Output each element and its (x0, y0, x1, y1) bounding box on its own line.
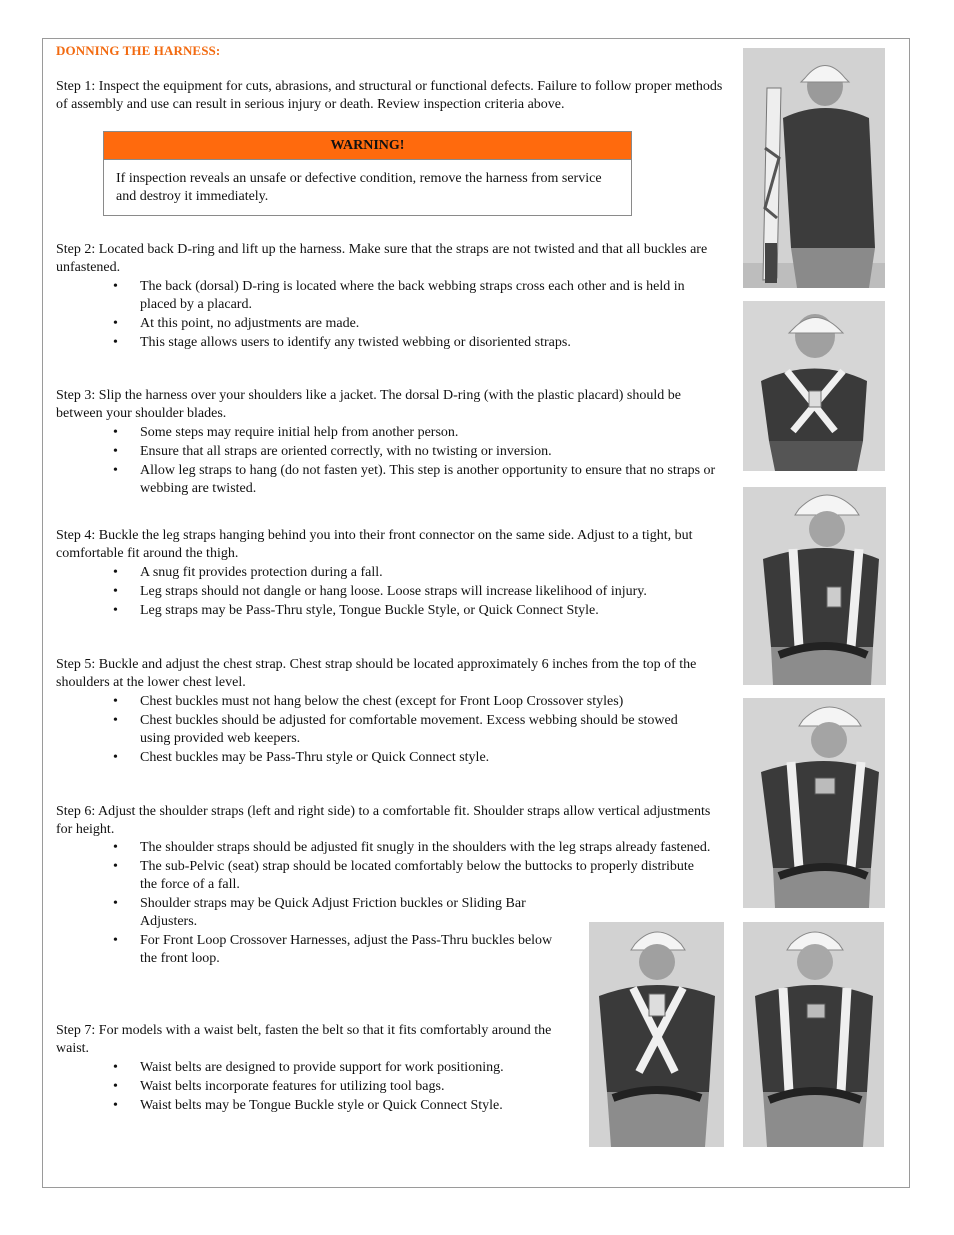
warning-text: If inspection reveals an unsafe or defective condition, remove the harness from service and destroy it immediately. (116, 171, 602, 204)
list-item: • Ensure that all straps are oriented correctly, with no twisting or inversion. (140, 443, 732, 461)
step-5-bullets (140, 693, 710, 768)
photo-step-6-back-view (589, 922, 724, 1147)
step-7-text: Step 7: For models with a waist belt, fasten the belt so that it fits comfortably around the waist. (56, 1023, 552, 1056)
list-item: • A snug fit provides protection during a fall. (140, 564, 732, 582)
section-title: DONNING THE HARNESS: (56, 43, 221, 58)
list-item: • Waist belts incorporate features for utilizing tool bags. (140, 1078, 580, 1096)
step-4-text: Step 4: Buckle the leg straps hanging behind you into their front connector on the same side. Adjust to a tight, but comfortable fit around the thigh. (56, 528, 693, 561)
list-item: • Leg straps should not dangle or hang loose. Loose straps will increase likelihood of injury. (140, 583, 732, 601)
step-1-text: Step 1: Inspect the equipment for cuts, abrasions, and structural or functional defects. Failure to follow proper methods of assembly and use can result in serious injury or death. Review inspection criteria above. (56, 79, 723, 112)
list-item: • Waist belts are designed to provide support for work positioning. (140, 1059, 580, 1077)
list-item: • Some steps may require initial help from another person. (140, 424, 732, 442)
step-3-bullets (140, 424, 732, 499)
warning-heading: WARNING! (104, 132, 631, 160)
list-item: • Waist belts may be Tongue Buckle style or Quick Connect Style. (140, 1097, 580, 1115)
list-item: • Allow leg straps to hang (do not fasten yet). This step is another opportunity to ensure that no straps or webbing are twisted. (140, 462, 732, 498)
list-item: • At this point, no adjustments are made. (140, 315, 710, 333)
list-item: • For Front Loop Crossover Harnesses, adjust the Pass-Thru buckles below the front loop. (140, 932, 565, 968)
list-item: • Chest buckles should be adjusted for comfortable movement. Excess webbing should be stowed using provided web keepers. (140, 712, 710, 748)
list-item: • The shoulder straps should be adjusted fit snugly in the shoulders with the leg straps already fastened. (140, 839, 720, 857)
photo-step-4-leg-straps (743, 487, 886, 685)
step-3-text: Step 3: Slip the harness over your shoulders like a jacket. The dorsal D-ring (with the plastic placard) should be between your shoulder blades. (56, 388, 681, 421)
warning-box (103, 131, 632, 216)
photo-step-5-chest-strap (743, 698, 885, 908)
list-item: • The sub-Pelvic (seat) strap should be located comfortably below the buttocks to properly distribute the force of a fall. (140, 858, 705, 894)
step-2-text: Step 2: Located back D-ring and lift up the harness. Make sure that the straps are not twisted and that all buckles are unfastened. (56, 242, 708, 275)
step-6-text: Step 6: Adjust the shoulder straps (left and right side) to a comfortable fit. Shoulder straps allow vertical adjustments for height. (56, 804, 711, 837)
list-item: • Chest buckles must not hang below the chest (except for Front Loop Crossover styles) (140, 693, 710, 711)
list-item: • This stage allows users to identify any twisted webbing or disoriented straps. (140, 334, 710, 352)
photo-step-7-front-view (743, 922, 884, 1147)
photo-step-3-over-shoulders (743, 301, 885, 471)
step-5-text: Step 5: Buckle and adjust the chest strap. Chest strap should be located approximately 6 inches from the top of the shoulders at the lower chest level. (56, 657, 697, 690)
photo-step-2-lifting-harness (743, 48, 885, 288)
step-4-bullets (140, 564, 732, 621)
list-item: • Leg straps may be Pass-Thru style, Tongue Buckle Style, or Quick Connect Style. (140, 602, 732, 620)
list-item: • Chest buckles may be Pass-Thru style or Quick Connect style. (140, 749, 710, 767)
step-2-bullets (140, 278, 710, 353)
list-item: • Shoulder straps may be Quick Adjust Friction buckles or Sliding Bar Adjusters. (140, 895, 580, 931)
list-item: • The back (dorsal) D-ring is located where the back webbing straps cross each other and is held in placed by a placard. (140, 278, 710, 314)
step-7-bullets (140, 1059, 580, 1116)
